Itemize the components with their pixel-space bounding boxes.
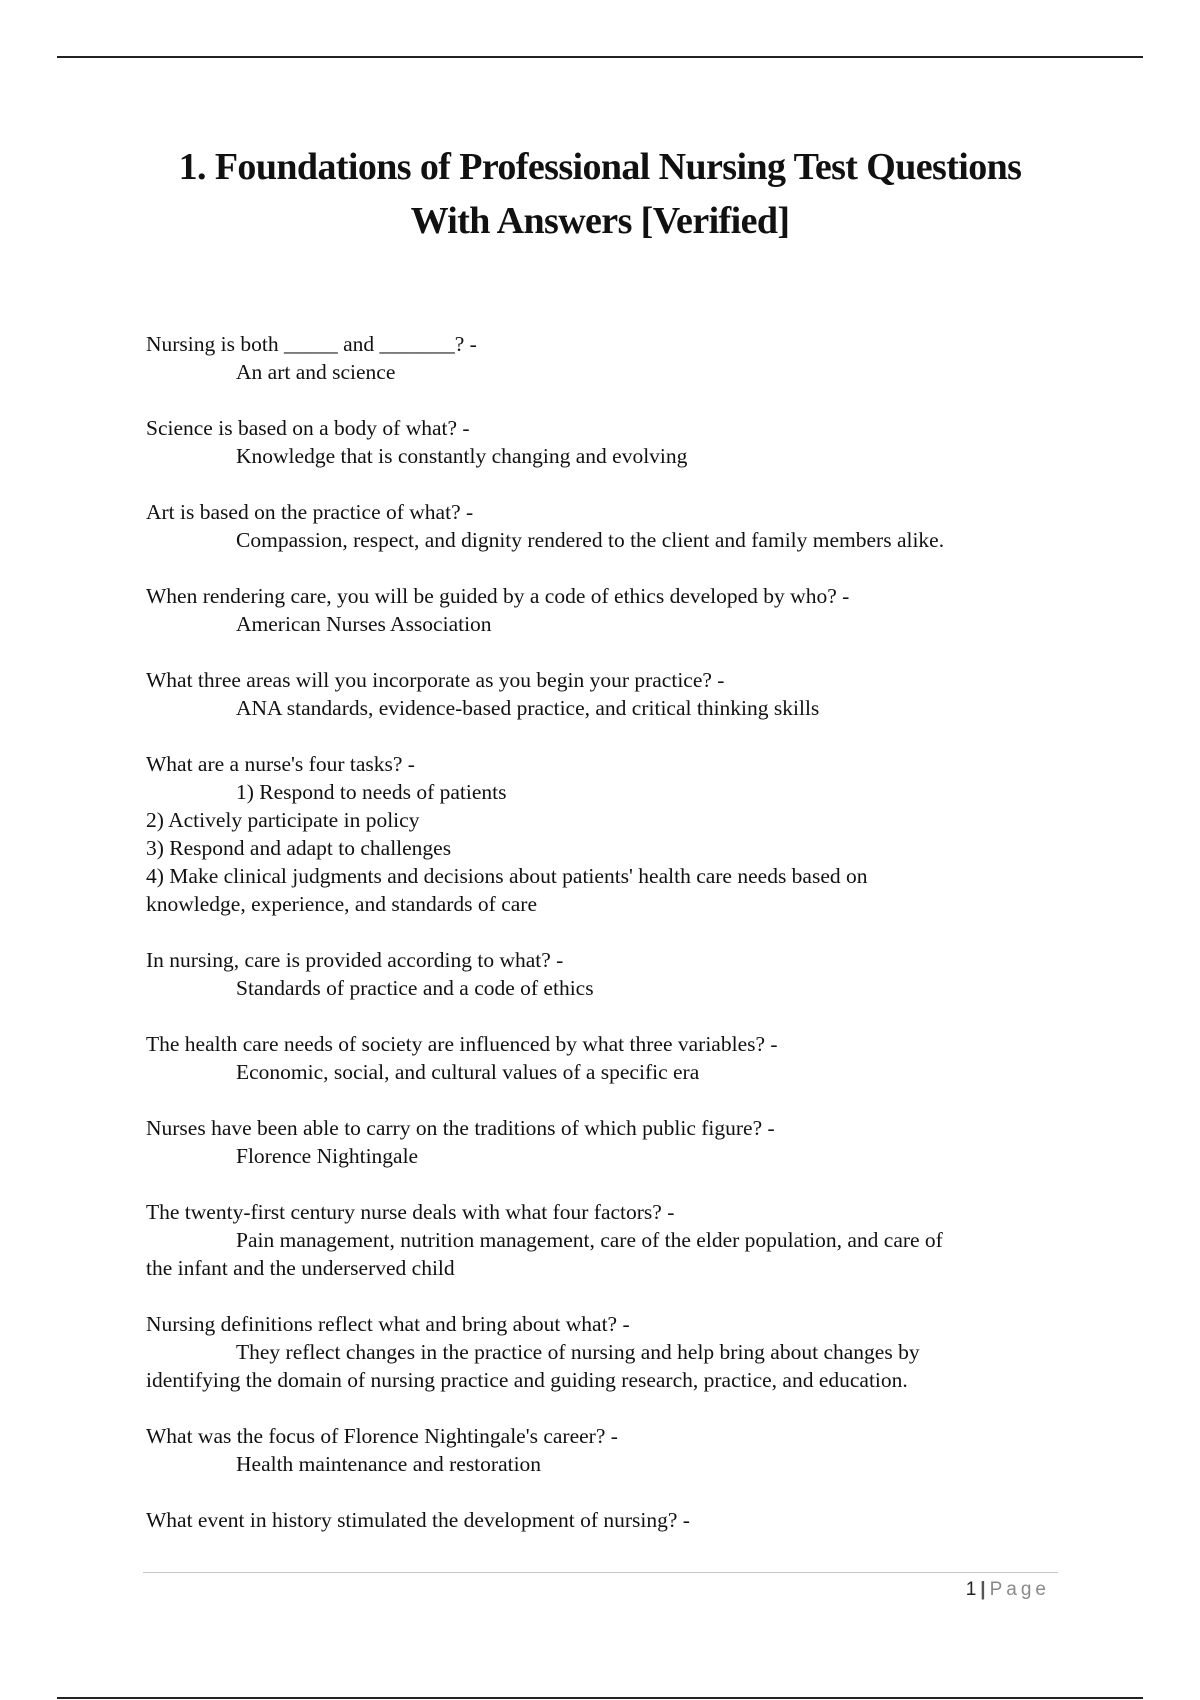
qa-item xyxy=(146,666,1066,722)
question-text: Art is based on the practice of what? - xyxy=(146,500,474,524)
answer-text: ANA standards, evidence-based practice, and critical thinking skills xyxy=(236,696,820,720)
page-footer xyxy=(966,1577,1050,1603)
document-title xyxy=(100,140,1100,248)
qa-item xyxy=(146,1030,1066,1086)
answer-text: Pain management, nutrition management, care of the elder population, and care of xyxy=(236,1228,943,1252)
question-text: The health care needs of society are influenced by what three variables? - xyxy=(146,1032,778,1056)
answer-text: Florence Nightingale xyxy=(236,1144,419,1168)
question-text: What event in history stimulated the development of nursing? - xyxy=(146,1508,690,1532)
answer-continuation: knowledge, experience, and standards of care xyxy=(146,892,537,916)
page-number: 1 xyxy=(965,1579,977,1600)
answer-text: Knowledge that is constantly changing and evolving xyxy=(236,444,688,468)
qa-item xyxy=(146,1114,1066,1170)
answer-text: Standards of practice and a code of ethics xyxy=(236,976,594,1000)
question-text: The twenty-first century nurse deals with what four factors? - xyxy=(146,1200,675,1224)
question-text: Nursing is both _____ and _______? - xyxy=(146,332,477,356)
qa-item xyxy=(146,750,1066,918)
qa-list xyxy=(146,330,1066,1562)
title-line-1: 1. Foundations of Professional Nursing Test Questions xyxy=(178,146,1022,188)
footer-rule xyxy=(143,1572,1058,1573)
question-text: What was the focus of Florence Nightingale's career? - xyxy=(146,1424,618,1448)
qa-item xyxy=(146,1506,1066,1534)
answer-continuation: 3) Respond and adapt to challenges xyxy=(146,836,452,860)
question-text: When rendering care, you will be guided by a code of ethics developed by who? - xyxy=(146,584,850,608)
answer-text: American Nurses Association xyxy=(236,612,492,636)
qa-item xyxy=(146,582,1066,638)
question-text: Nursing definitions reflect what and bring about what? - xyxy=(146,1312,630,1336)
answer-continuation: 4) Make clinical judgments and decisions about patients' health care needs based on xyxy=(146,864,868,888)
answer-continuation: 2) Actively participate in policy xyxy=(146,808,420,832)
page-label: Page xyxy=(989,1579,1050,1600)
answer-text: Health maintenance and restoration xyxy=(236,1452,542,1476)
question-text: Science is based on a body of what? - xyxy=(146,416,470,440)
question-text: What three areas will you incorporate as you begin your practice? - xyxy=(146,668,725,692)
bottom-rule xyxy=(57,1697,1143,1699)
question-text: What are a nurse's four tasks? - xyxy=(146,752,415,776)
answer-text: An art and science xyxy=(236,360,396,384)
question-text: In nursing, care is provided according to what? - xyxy=(146,948,564,972)
answer-text: Compassion, respect, and dignity rendered to the client and family members alike. xyxy=(236,528,945,552)
qa-item xyxy=(146,498,1066,554)
answer-text: 1) Respond to needs of patients xyxy=(236,780,507,804)
qa-item xyxy=(146,946,1066,1002)
qa-item xyxy=(146,1198,1066,1282)
question-text: Nurses have been able to carry on the traditions of which public figure? - xyxy=(146,1116,775,1140)
answer-text: They reflect changes in the practice of nursing and help bring about changes by xyxy=(236,1340,920,1364)
qa-item xyxy=(146,1422,1066,1478)
answer-continuation: the infant and the underserved child xyxy=(146,1256,455,1280)
answer-continuation: identifying the domain of nursing practice and guiding research, practice, and education. xyxy=(146,1368,908,1392)
qa-item xyxy=(146,414,1066,470)
page-separator: | xyxy=(980,1579,986,1600)
title-line-2: With Answers [Verified] xyxy=(410,200,790,242)
answer-text: Economic, social, and cultural values of a specific era xyxy=(236,1060,700,1084)
top-rule xyxy=(57,56,1143,58)
qa-item xyxy=(146,330,1066,386)
qa-item xyxy=(146,1310,1066,1394)
